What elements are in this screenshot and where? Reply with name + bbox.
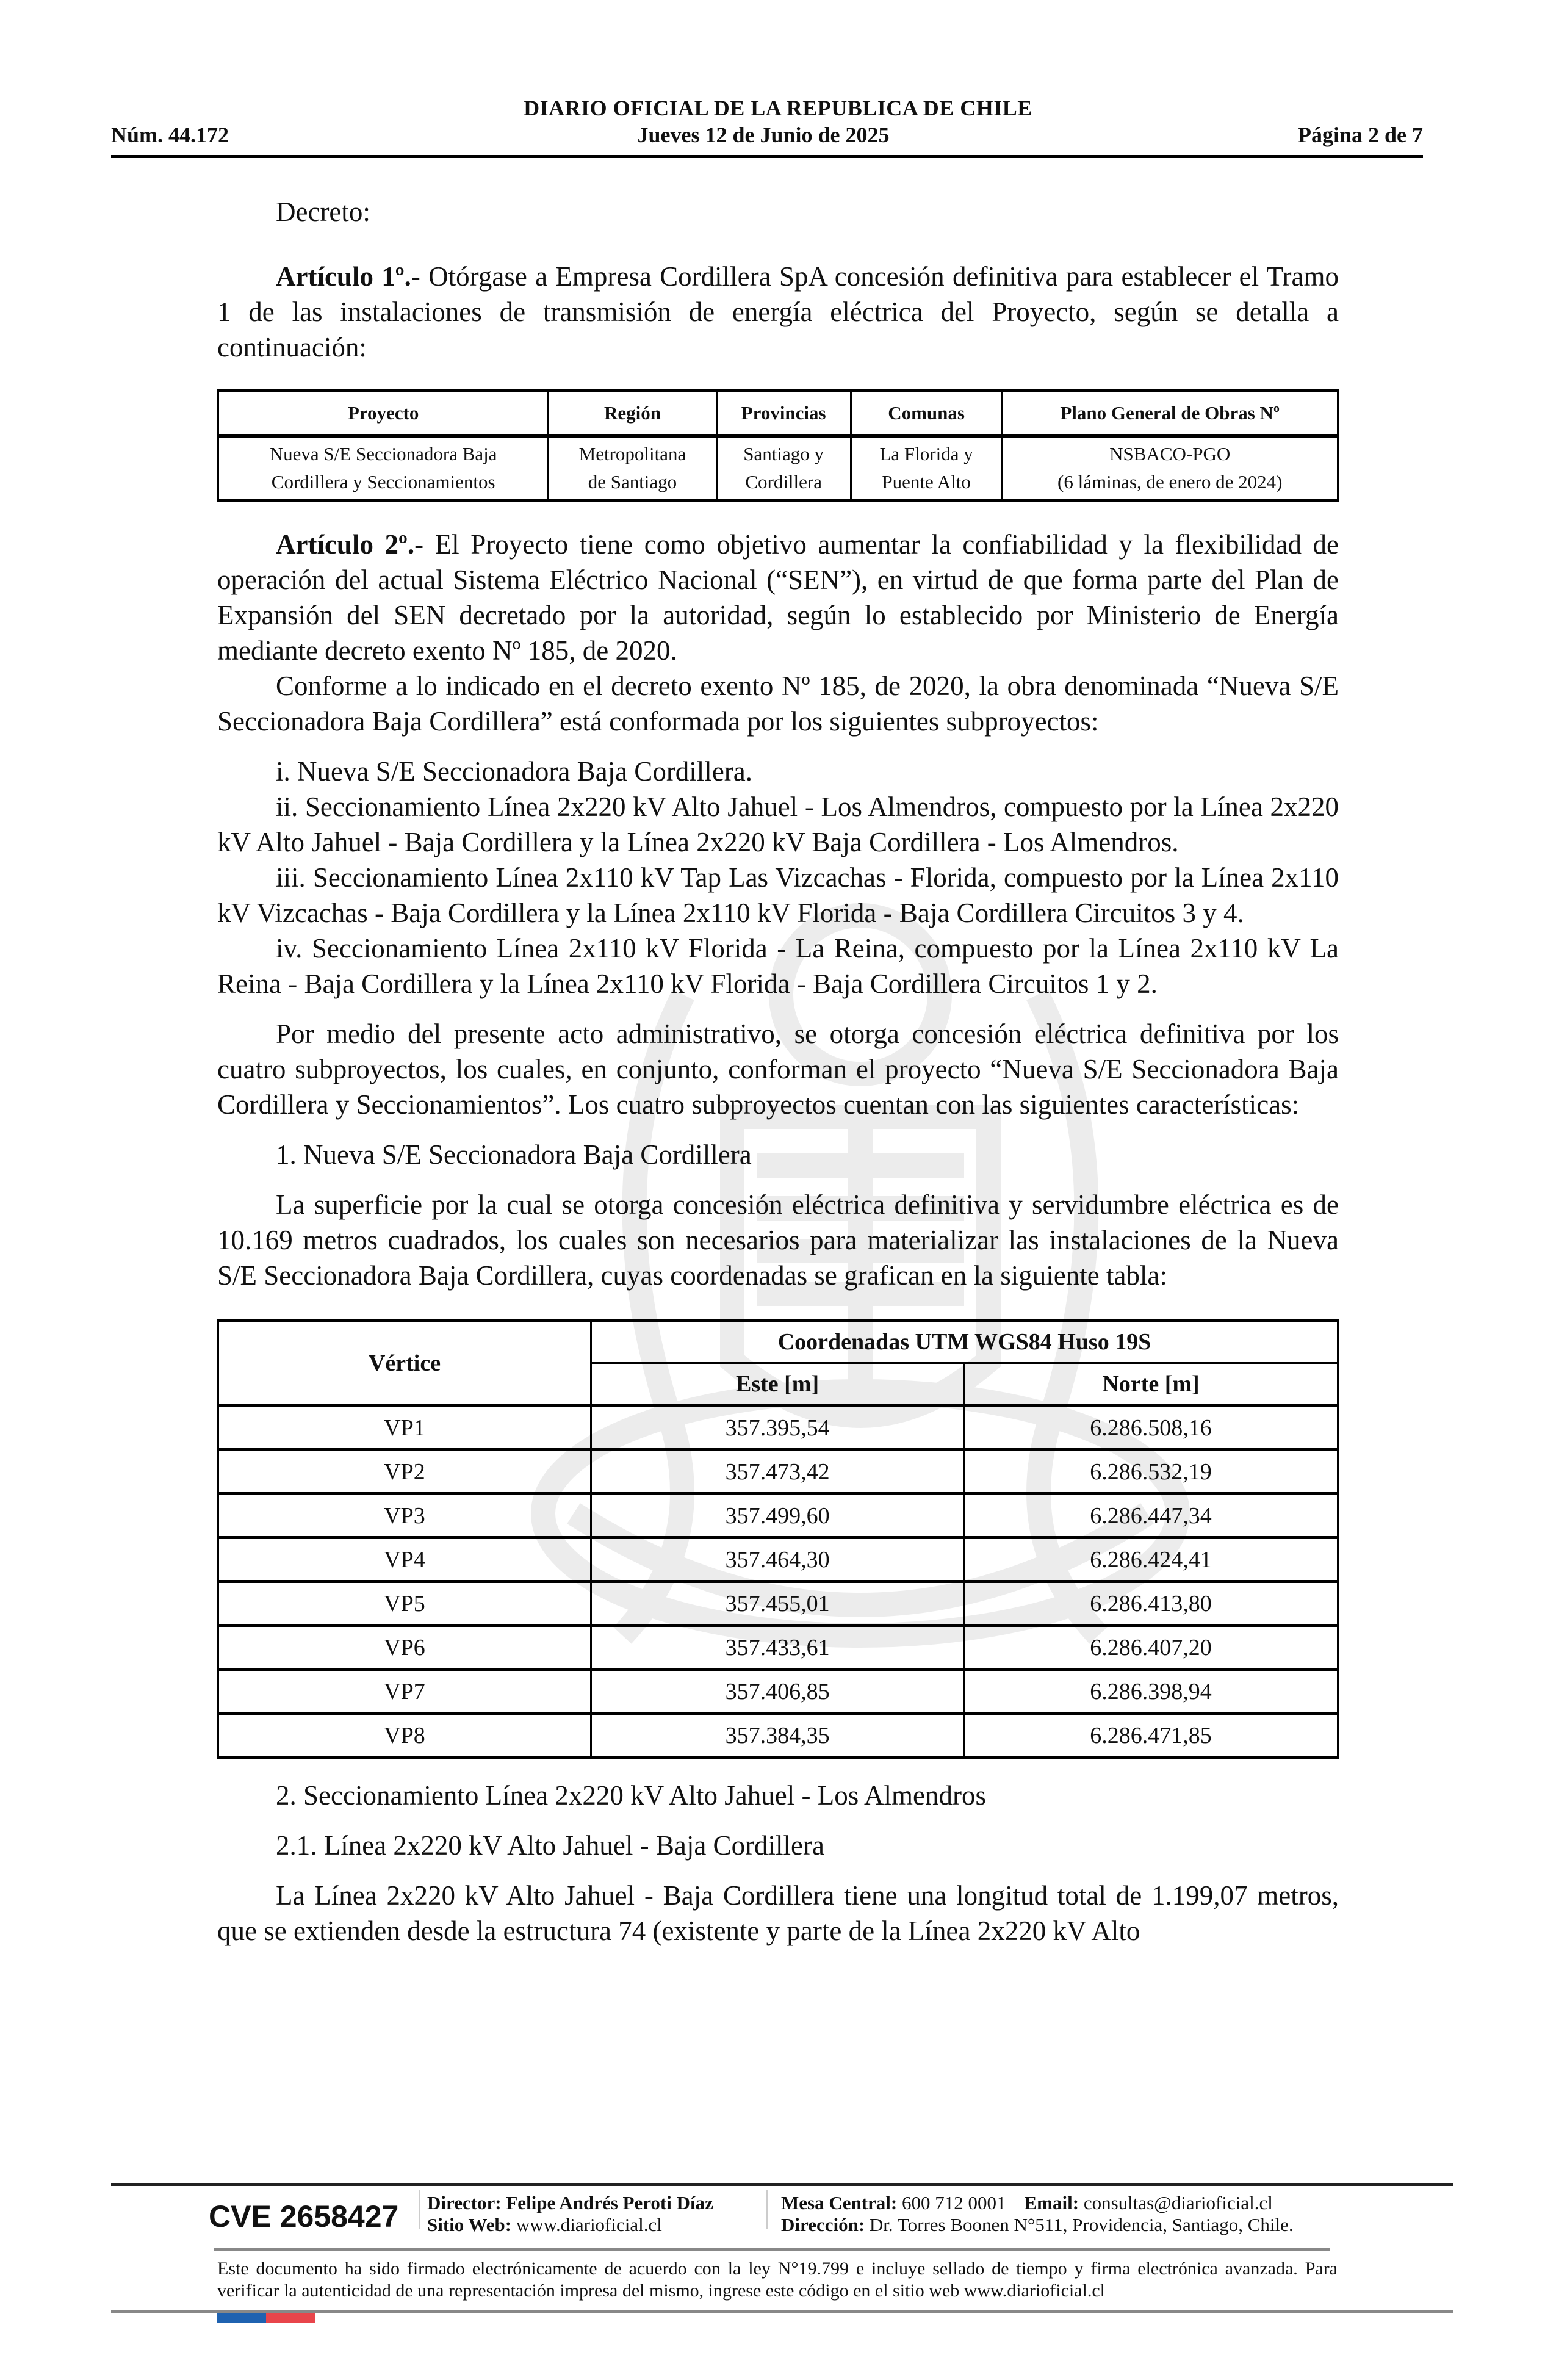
linea-paragraph: La Línea 2x220 kV Alto Jahuel - Baja Cordillera tiene una longitud total de 1.199,07 metros, que se extienden desde la estructura 74 (existente y parte de la Línea 2x220 kV Alto: [217, 1880, 1339, 1946]
table-row: VP1 357.395,54 6.286.508,16: [218, 1406, 1338, 1450]
article-1-label: Artículo 1º.-: [276, 261, 420, 292]
table-row: VP4 357.464,30 6.286.424,41: [218, 1538, 1338, 1582]
article-1: [217, 259, 1339, 365]
email-label: Email:: [1024, 2192, 1079, 2213]
col-este: Este [m]: [591, 1363, 964, 1406]
phone-number: 600 712 0001: [897, 2192, 1006, 2213]
director-label: Director:: [427, 2192, 502, 2213]
conforme-paragraph: Conforme a lo indicado en el decreto exento Nº 185, de 2020, la obra denominada “Nueva S/E Seccionadora Baja Cordillera” está conformada por los siguientes subproyectos:: [217, 671, 1339, 737]
table-row: VP7 357.406,85 6.286.398,94: [218, 1670, 1338, 1714]
header-row: [111, 122, 1423, 148]
issue-number: Núm. 44.172: [111, 123, 229, 147]
table-row: VP5 357.455,01 6.286.413,80: [218, 1582, 1338, 1626]
section-2-1-title: 2.1. Línea 2x220 kV Alto Jahuel - Baja Cordillera: [276, 1830, 824, 1861]
cell-comunas: La Florida y Puente Alto: [851, 436, 1002, 500]
page-indicator: Página 2 de 7: [1297, 123, 1423, 147]
footer-divider: [111, 2183, 1453, 2186]
project-table-header: [218, 391, 1338, 436]
cve-code: CVE 2658427: [209, 2199, 399, 2234]
flag-stripe-blue-icon: [217, 2313, 266, 2323]
website-link[interactable]: www.diarioficial.cl: [511, 2214, 662, 2235]
publication-title: DIARIO OFICIAL DE LA REPUBLICA DE CHILE: [524, 96, 1032, 120]
flag-stripe-red-icon: [266, 2313, 315, 2323]
document-body: [217, 194, 1339, 1949]
email-link[interactable]: consultas@diarioficial.cl: [1079, 2192, 1273, 2213]
col-region: Región: [549, 391, 716, 436]
subproject-item: ii. Seccionamiento Línea 2x220 kV Alto Jahuel - Los Almendros, compuesto por la Línea 2x220 kV Alto Jahuel - Baja Cordillera y la Línea 2x220 kV Baja Cordillera - Los Almendros.: [217, 792, 1339, 857]
coordinates-table: [217, 1319, 1339, 1759]
col-group-coordenadas: Coordenadas UTM WGS84 Huso 19S: [591, 1321, 1338, 1363]
address-label: Dirección:: [781, 2214, 865, 2235]
table-row: VP2 357.473,42 6.286.532,19: [218, 1450, 1338, 1494]
col-comunas: Comunas: [851, 391, 1002, 436]
address-text: Dr. Torres Boonen N°511, Providencia, Santiago, Chile.: [865, 2214, 1294, 2235]
issue-date: Jueves 12 de Junio de 2025: [637, 123, 890, 147]
superficie-paragraph: La superficie por la cual se otorga concesión eléctrica definitiva y servidumbre eléctrica es de 10.169 metros cuadrados, los cuales son necesarios para materializar las instalaciones de la Nueva S/E Seccionadora Baja Cordillera, cuyas coordenadas se grafican en la siguiente tabla:: [217, 1189, 1339, 1291]
cell-plano: NSBACO-PGO (6 láminas, de enero de 2024): [1002, 436, 1338, 500]
table-row: VP6 357.433,61 6.286.407,20: [218, 1626, 1338, 1670]
footer-separator: [766, 2190, 768, 2229]
decreto-label: Decreto:: [276, 197, 370, 227]
article-1-text: Otórgase a Empresa Cordillera SpA concesión definitiva para establecer el Tramo 1 de las instalaciones de transmisión de energía eléctrica del Proyecto, según se detalla a continuación:: [217, 261, 1339, 362]
subproject-item: i. Nueva S/E Seccionadora Baja Cordillera.: [276, 756, 752, 787]
col-norte: Norte [m]: [964, 1363, 1338, 1406]
header-divider: [111, 155, 1423, 158]
project-table: [217, 389, 1339, 502]
por-medio-paragraph: Por medio del presente acto administrativo, se otorga concesión eléctrica definitiva por los cuatro subproyectos, los cuales, en conjunto, conforman el proyecto “Nueva S/E Seccionadora Baja Cordillera y Seccionamientos”. Los cuatro subproyectos cuentan con las siguientes características:: [217, 1019, 1339, 1120]
table-row: [218, 436, 1338, 500]
footer-contact-block: [781, 2192, 1294, 2236]
website-label: Sitio Web:: [427, 2214, 512, 2235]
footer-director-block: [427, 2192, 713, 2236]
article-2-label: Artículo 2º.-: [276, 529, 424, 560]
section-2-title: 2. Seccionamiento Línea 2x220 kV Alto Jahuel - Los Almendros: [276, 1780, 986, 1811]
article-2: [217, 527, 1339, 668]
footer-separator: [419, 2190, 420, 2229]
subproject-item: iii. Seccionamiento Línea 2x110 kV Tap Las Vizcachas - Florida, compuesto por la Línea 2x110 kV Vizcachas - Baja Cordillera y la Línea 2x110 kV Florida - Baja Cordillera Circuitos 3 y 4.: [217, 862, 1339, 928]
table-row: VP3 357.499,60 6.286.447,34: [218, 1494, 1338, 1538]
cell-proyecto: Nueva S/E Seccionadora Baja Cordillera y Seccionamientos: [218, 436, 549, 500]
col-vertice: Vértice: [218, 1321, 591, 1406]
col-proyecto: Proyecto: [218, 391, 549, 436]
article-2-text: El Proyecto tiene como objetivo aumentar la confiabilidad y la flexibilidad de operación del actual Sistema Eléctrico Nacional (“SEN”), en virtud de que forma parte del Plan de Expansión del SEN decretado por la autoridad, según lo establecido por Ministerio de Energía mediante decreto exento Nº 185, de 2020.: [217, 529, 1339, 666]
cell-region: Metropolitana de Santiago: [549, 436, 716, 500]
signature-note: Este documento ha sido firmado electrónicamente de acuerdo con la ley N°19.799 e incluye sellado de tiempo y firma electrónica avanzada. Para verificar la autenticidad de una representación impresa del mismo, ingrese este código en el sitio web www.diarioficial.cl: [217, 2259, 1338, 2301]
table-row: VP8 357.384,35 6.286.471,85: [218, 1714, 1338, 1758]
col-provincias: Provincias: [716, 391, 851, 436]
section-1-title: 1. Nueva S/E Seccionadora Baja Cordillera: [276, 1139, 752, 1170]
phone-label: Mesa Central:: [781, 2192, 898, 2213]
footer-divider: [214, 2248, 1330, 2251]
subproject-item: iv. Seccionamiento Línea 2x110 kV Florida - La Reina, compuesto por la Línea 2x110 kV La Reina - Baja Cordillera y la Línea 2x110 kV Florida - Baja Cordillera Circuitos 1 y 2.: [217, 933, 1339, 999]
cell-provincias: Santiago y Cordillera: [716, 436, 851, 500]
col-plano: Plano General de Obras Nº: [1002, 391, 1338, 436]
director-name: Felipe Andrés Peroti Díaz: [501, 2192, 713, 2213]
